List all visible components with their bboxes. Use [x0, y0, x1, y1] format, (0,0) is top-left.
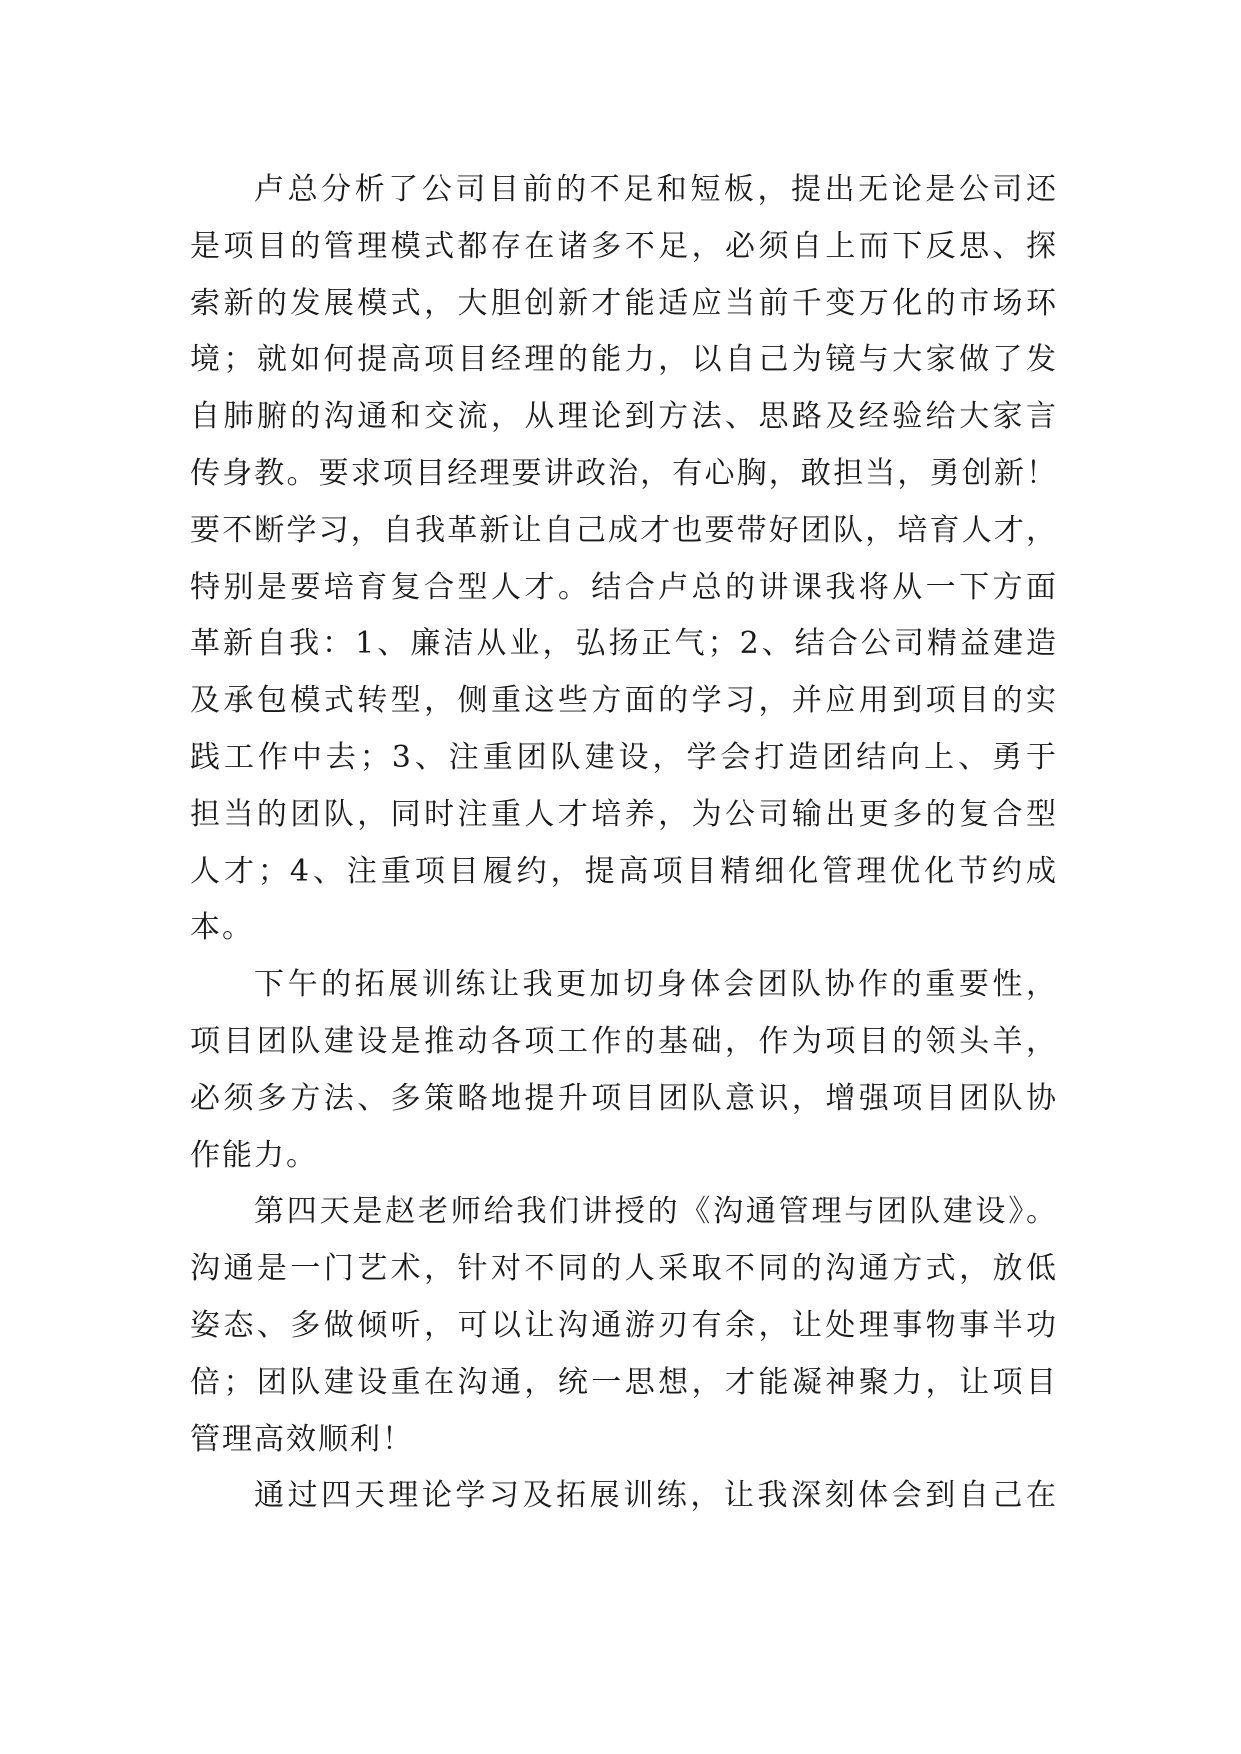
- paragraph-line: 自肺腑的沟通和交流，从理论到方法、思路及经验给大家言: [190, 399, 1058, 435]
- paragraph-3: [190, 1184, 1058, 1468]
- paragraph-line: 通过四天理论学习及拓展训练，让我深刻体会到自己在: [254, 1478, 1058, 1514]
- paragraph-4: [190, 1468, 1058, 1525]
- paragraph-line: 要不断学习，自我革新让自己成才也要带好团队，培育人才，: [190, 512, 1058, 548]
- paragraph-line: 是项目的管理模式都存在诸多不足，必须自上而下反思、探: [190, 228, 1058, 264]
- paragraph-1: [190, 162, 1058, 957]
- paragraph-line: 特别是要培育复合型人才。结合卢总的讲课我将从一下方面: [190, 569, 1058, 605]
- paragraph-line: 下午的拓展训练让我更加切身体会团队协作的重要性，: [254, 967, 1058, 1003]
- paragraph-line: 管理高效顺利！: [190, 1421, 414, 1457]
- paragraph-line: 项目团队建设是推动各项工作的基础，作为项目的领头羊，: [190, 1023, 1058, 1059]
- paragraph-line: 本。: [190, 910, 254, 946]
- paragraph-line: 革新自我：1、廉洁从业，弘扬正气；2、结合公司精益建造: [190, 626, 1058, 662]
- paragraph-line: 卢总分析了公司目前的不足和短板，提出无论是公司还: [254, 172, 1058, 207]
- paragraph-line: 索新的发展模式，大胆创新才能适应当前千变万化的市场环: [190, 285, 1058, 321]
- paragraph-2: [190, 957, 1058, 1184]
- paragraph-line: 人才；4、注重项目履约，提高项目精细化管理优化节约成: [190, 853, 1058, 889]
- document-body: [190, 162, 1058, 1525]
- paragraph-line: 倍；团队建设重在沟通，统一思想，才能凝神聚力，让项目: [190, 1364, 1058, 1400]
- paragraph-line: 践工作中去；3、注重团队建设，学会打造团结向上、勇于: [190, 739, 1058, 775]
- paragraph-line: 境；就如何提高项目经理的能力，以自己为镜与大家做了发: [190, 342, 1058, 378]
- paragraph-line: 及承包模式转型，侧重这些方面的学习，并应用到项目的实: [190, 683, 1058, 719]
- paragraph-line: 必须多方法、多策略地提升项目团队意识，增强项目团队协: [190, 1080, 1058, 1116]
- paragraph-line: 担当的团队，同时注重人才培养，为公司输出更多的复合型: [190, 796, 1058, 832]
- paragraph-line: 作能力。: [190, 1137, 318, 1173]
- paragraph-line: 沟通是一门艺术，针对不同的人采取不同的沟通方式，放低: [190, 1251, 1058, 1287]
- paragraph-line: 传身教。要求项目经理要讲政治，有心胸，敢担当，勇创新！: [190, 455, 1058, 491]
- paragraph-line: 第四天是赵老师给我们讲授的《沟通管理与团队建设》。: [254, 1194, 1058, 1230]
- paragraph-line: 姿态、多做倾听，可以让沟通游刃有余，让处理事物事半功: [190, 1307, 1058, 1343]
